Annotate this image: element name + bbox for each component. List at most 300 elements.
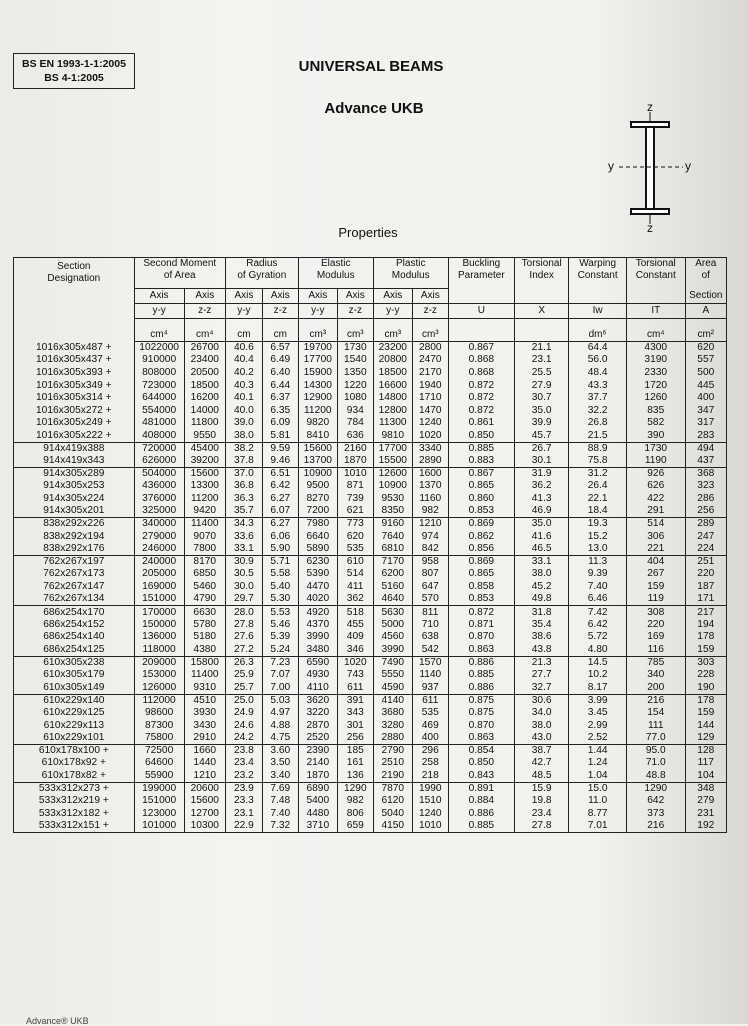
axis-zz: z-z (412, 304, 448, 319)
table-cell: 128 (685, 745, 726, 758)
table-cell: 642 (626, 795, 685, 808)
table-cell: 7.40 (262, 807, 298, 820)
col-header-section (14, 258, 135, 342)
table-cell: 7980 (298, 518, 337, 531)
table-row (14, 455, 727, 468)
axis-yy: y-y (373, 304, 412, 319)
section-designation-cell: 838x292x226 (14, 518, 135, 531)
table-cell: 13.0 (569, 543, 627, 556)
table-row (14, 442, 727, 455)
section-designation-cell: 762x267x173 (14, 568, 135, 581)
table-cell: 1022000 (134, 342, 184, 355)
table-cell: 720000 (134, 442, 184, 455)
section-designation-cell: 838x292x194 (14, 530, 135, 543)
table-cell: 6.49 (262, 354, 298, 367)
table-cell: 40.1 (225, 392, 262, 405)
table-cell: 117 (685, 757, 726, 770)
table-row (14, 342, 727, 355)
table-row (14, 505, 727, 518)
second-moment-line1: Second Moment (143, 258, 217, 269)
table-cell: 23200 (373, 342, 412, 355)
table-cell: 557 (685, 354, 726, 367)
section-designation-cell: 1016x305x272 + (14, 404, 135, 417)
table-cell: 240000 (134, 556, 184, 569)
table-cell: 436000 (134, 480, 184, 493)
table-cell: 31.9 (515, 467, 569, 480)
section-designation-cell: 610x229x113 (14, 719, 135, 732)
symbol-iw: Iw (569, 304, 627, 319)
table-cell: 6630 (184, 606, 225, 619)
table-cell: 75.8 (569, 455, 627, 468)
table-cell: 620 (685, 342, 726, 355)
table-cell: 6.09 (262, 417, 298, 430)
table-cell: 19.3 (569, 518, 627, 531)
table-cell: 626 (626, 480, 685, 493)
section-designation-cell: 610x178x82 + (14, 770, 135, 783)
table-cell: 13700 (298, 455, 337, 468)
table-cell: 1020 (337, 656, 373, 669)
table-cell: 306 (626, 530, 685, 543)
table-cell: 4110 (298, 682, 337, 695)
unit: cm³ (373, 319, 412, 342)
radius-line2: of Gyration (237, 270, 287, 281)
table-cell: 445 (685, 379, 726, 392)
table-cell: 535 (412, 707, 448, 720)
table-cell: 4140 (373, 694, 412, 707)
table-cell: 27.7 (515, 669, 569, 682)
table-row (14, 732, 727, 745)
table-cell: 17700 (298, 354, 337, 367)
table-cell: 835 (626, 404, 685, 417)
unit: cm (225, 319, 262, 342)
axis-yy: y-y (225, 304, 262, 319)
col-header-warping (569, 258, 627, 289)
table-cell: 71.0 (626, 757, 685, 770)
table-cell: 187 (685, 581, 726, 594)
table-cell: 23400 (184, 354, 225, 367)
table-cell: 37.7 (569, 392, 627, 405)
table-row (14, 480, 727, 493)
table-cell: 9820 (298, 417, 337, 430)
table-cell: 611 (412, 694, 448, 707)
table-cell: 72500 (134, 745, 184, 758)
table-cell: 6.42 (569, 619, 627, 632)
table-cell: 30.7 (515, 392, 569, 405)
section-designation-cell: 533x312x182 + (14, 807, 135, 820)
table-cell: 7.32 (262, 820, 298, 833)
table-cell: 4920 (298, 606, 337, 619)
table-row (14, 543, 727, 556)
table-cell: 3930 (184, 707, 225, 720)
unit: cm³ (298, 319, 337, 342)
table-cell: 14.5 (569, 656, 627, 669)
table-cell: 11800 (184, 417, 225, 430)
table-cell: 2880 (373, 732, 412, 745)
table-cell: 23.1 (225, 807, 262, 820)
table-cell: 13300 (184, 480, 225, 493)
table-cell: 437 (685, 455, 726, 468)
col-header-section-line2: Designation (47, 273, 101, 284)
table-cell: 6810 (373, 543, 412, 556)
table-cell: 362 (337, 593, 373, 606)
table-row (14, 417, 727, 430)
table-cell: 10900 (298, 467, 337, 480)
table-cell: 0.872 (448, 392, 514, 405)
table-cell: 23.8 (225, 745, 262, 758)
table-cell: 6.57 (262, 342, 298, 355)
table-cell: 5.03 (262, 694, 298, 707)
table-cell: 88.9 (569, 442, 627, 455)
table-cell: 27.6 (225, 631, 262, 644)
table-cell: 2390 (298, 745, 337, 758)
table-cell: 256 (337, 732, 373, 745)
table-cell: 37.0 (225, 467, 262, 480)
table-cell: 368 (685, 467, 726, 480)
table-cell: 40.6 (225, 342, 262, 355)
section-designation-cell: 914x305x289 (14, 467, 135, 480)
table-row (14, 367, 727, 380)
table-cell: 39.9 (515, 417, 569, 430)
table-cell: 2170 (412, 367, 448, 380)
table-cell: 2800 (412, 342, 448, 355)
table-cell: 6890 (298, 782, 337, 795)
table-cell: 199000 (134, 782, 184, 795)
table-cell: 0.854 (448, 745, 514, 758)
section-designation-cell: 1016x305x437 + (14, 354, 135, 367)
table-cell: 136 (337, 770, 373, 783)
table-cell: 2470 (412, 354, 448, 367)
table-cell: 22.1 (569, 493, 627, 506)
table-cell: 455 (337, 619, 373, 632)
table-cell: 9530 (373, 493, 412, 506)
table-cell: 647 (412, 581, 448, 594)
table-cell: 0.843 (448, 770, 514, 783)
footer-text: Advance® UKB (26, 1016, 89, 1026)
table-row (14, 745, 727, 758)
table-cell: 20600 (184, 782, 225, 795)
table-cell: 3.45 (569, 707, 627, 720)
axis-label: Axis (184, 289, 225, 304)
table-cell: 15.9 (515, 782, 569, 795)
torsional-const-line2: Constant (635, 270, 676, 281)
table-cell: 136000 (134, 631, 184, 644)
table-row (14, 379, 727, 392)
table-cell: 5.30 (262, 593, 298, 606)
table-cell: 48.8 (626, 770, 685, 783)
table-row (14, 707, 727, 720)
table-cell: 11.0 (569, 795, 627, 808)
table-cell: 19.8 (515, 795, 569, 808)
table-cell: 611 (337, 682, 373, 695)
table-cell: 1870 (337, 455, 373, 468)
table-cell: 2140 (298, 757, 337, 770)
table-cell: 0.875 (448, 707, 514, 720)
table-cell: 4.88 (262, 719, 298, 732)
table-cell: 469 (412, 719, 448, 732)
section-designation-cell: 762x267x197 (14, 556, 135, 569)
table-cell: 4560 (373, 631, 412, 644)
table-cell: 15600 (184, 795, 225, 808)
table-cell: 9420 (184, 505, 225, 518)
properties-table-body (14, 342, 727, 833)
table-cell: 25.0 (225, 694, 262, 707)
section-designation-cell: 762x267x134 (14, 593, 135, 606)
table-cell: 554000 (134, 404, 184, 417)
table-cell: 871 (337, 480, 373, 493)
table-cell: 267 (626, 568, 685, 581)
table-cell: 6850 (184, 568, 225, 581)
section-heading: Properties (338, 225, 398, 240)
section-designation-cell: 533x312x151 + (14, 820, 135, 833)
table-cell: 55900 (134, 770, 184, 783)
table-cell: 582 (626, 417, 685, 430)
table-cell: 5.72 (569, 631, 627, 644)
section-designation-cell: 1016x305x487 + (14, 342, 135, 355)
table-cell: 7.01 (569, 820, 627, 833)
table-row (14, 807, 727, 820)
table-cell: 3340 (412, 442, 448, 455)
col-header-torsional-index (515, 258, 569, 289)
table-cell: 784 (337, 417, 373, 430)
table-cell: 3.60 (262, 745, 298, 758)
table-cell: 98600 (134, 707, 184, 720)
table-cell: 390 (626, 430, 685, 443)
table-cell: 159 (685, 644, 726, 657)
table-cell: 1020 (412, 430, 448, 443)
properties-table (13, 257, 727, 833)
table-cell: 982 (412, 505, 448, 518)
table-cell: 23.9 (225, 782, 262, 795)
section-designation-cell: 610x229x125 (14, 707, 135, 720)
table-row (14, 782, 727, 795)
table-cell: 5.40 (262, 581, 298, 594)
table-cell: 1870 (298, 770, 337, 783)
section-designation-cell: 610x229x140 (14, 694, 135, 707)
table-cell: 4510 (184, 694, 225, 707)
symbol-u: U (448, 304, 514, 319)
table-cell: 35.0 (515, 518, 569, 531)
table-cell: 36.2 (515, 480, 569, 493)
table-cell: 35.4 (515, 619, 569, 632)
table-cell: 0.885 (448, 820, 514, 833)
table-cell: 610 (337, 556, 373, 569)
table-cell: 20800 (373, 354, 412, 367)
axis-label: Axis (262, 289, 298, 304)
table-cell: 289 (685, 518, 726, 531)
table-cell: 4380 (184, 644, 225, 657)
table-cell: 12900 (298, 392, 337, 405)
table-cell: 343 (337, 707, 373, 720)
table-cell: 9160 (373, 518, 412, 531)
table-cell: 811 (412, 606, 448, 619)
table-row (14, 493, 727, 506)
table-cell: 23.3 (225, 795, 262, 808)
table-cell: 0.858 (448, 581, 514, 594)
table-cell: 2160 (337, 442, 373, 455)
table-cell: 0.853 (448, 593, 514, 606)
unit: cm⁴ (184, 319, 225, 342)
table-cell: 40.2 (225, 367, 262, 380)
table-cell: 279000 (134, 530, 184, 543)
table-cell: 11300 (373, 417, 412, 430)
table-cell: 30.9 (225, 556, 262, 569)
table-cell: 2330 (626, 367, 685, 380)
section-designation-cell: 686x254x152 (14, 619, 135, 632)
table-cell: 221 (626, 543, 685, 556)
axis-label: Axis (412, 289, 448, 304)
table-cell: 0.886 (448, 807, 514, 820)
table-cell: 934 (337, 404, 373, 417)
table-cell: 0.872 (448, 606, 514, 619)
table-cell: 5180 (184, 631, 225, 644)
table-cell: 5550 (373, 669, 412, 682)
table-cell: 46.5 (515, 543, 569, 556)
table-cell: 12700 (184, 807, 225, 820)
table-row (14, 669, 727, 682)
table-cell: 24.2 (225, 732, 262, 745)
table-cell: 4370 (298, 619, 337, 632)
standard-line-1: BS EN 1993-1-1:2005 (22, 58, 126, 70)
table-cell: 636 (337, 430, 373, 443)
table-cell: 340000 (134, 518, 184, 531)
table-cell: 1210 (184, 770, 225, 783)
table-cell: 3280 (373, 719, 412, 732)
table-cell: 48.4 (569, 367, 627, 380)
table-cell: 5.58 (262, 568, 298, 581)
table-cell: 958 (412, 556, 448, 569)
page-subtitle: Advance UKB (324, 100, 424, 117)
table-cell: 2910 (184, 732, 225, 745)
table-cell: 38.0 (225, 430, 262, 443)
table-cell: 64600 (134, 757, 184, 770)
symbol-x: X (515, 304, 569, 319)
table-cell: 7.00 (262, 682, 298, 695)
table-cell: 39.0 (225, 417, 262, 430)
table-row (14, 795, 727, 808)
table-cell: 3710 (298, 820, 337, 833)
table-cell: 185 (337, 745, 373, 758)
table-cell: 0.867 (448, 342, 514, 355)
table-cell: 1570 (412, 656, 448, 669)
table-cell: 161 (337, 757, 373, 770)
table-cell: 626000 (134, 455, 184, 468)
table-cell: 373 (626, 807, 685, 820)
table-cell: 144 (685, 719, 726, 732)
table-cell: 6.37 (262, 392, 298, 405)
section-designation-cell: 838x292x176 (14, 543, 135, 556)
torsional-const-line1: Torsional (635, 258, 676, 269)
table-cell: 30.0 (225, 581, 262, 594)
table-cell: 5.53 (262, 606, 298, 619)
table-cell: 30.1 (515, 455, 569, 468)
table-cell: 38.6 (515, 631, 569, 644)
table-cell: 2510 (373, 757, 412, 770)
y-axis-left-label: y (608, 159, 614, 173)
table-cell: 38.0 (515, 719, 569, 732)
table-cell: 38.2 (225, 442, 262, 455)
table-cell: 1710 (412, 392, 448, 405)
table-cell: 22.9 (225, 820, 262, 833)
table-cell: 743 (337, 669, 373, 682)
table-cell: 807 (412, 568, 448, 581)
table-cell: 150000 (134, 619, 184, 632)
table-cell: 4.80 (569, 644, 627, 657)
table-cell: 408000 (134, 430, 184, 443)
col-header-second-moment (134, 258, 225, 289)
table-cell: 0.871 (448, 619, 514, 632)
table-cell: 11400 (184, 669, 225, 682)
table-cell: 5630 (373, 606, 412, 619)
table-cell: 5.71 (262, 556, 298, 569)
area-line2: of (701, 270, 710, 281)
section-designation-cell: 1016x305x249 + (14, 417, 135, 430)
table-cell: 190 (685, 682, 726, 695)
table-cell: 8.17 (569, 682, 627, 695)
table-cell: 404 (626, 556, 685, 569)
table-cell: 5040 (373, 807, 412, 820)
table-cell: 23.2 (225, 770, 262, 783)
section-designation-cell: 610x305x238 (14, 656, 135, 669)
table-cell: 37.8 (225, 455, 262, 468)
table-cell: 5.81 (262, 430, 298, 443)
table-cell: 159 (685, 707, 726, 720)
table-cell: 5.46 (262, 619, 298, 632)
table-cell: 10900 (373, 480, 412, 493)
table-cell: 6.27 (262, 518, 298, 531)
table-cell: 126000 (134, 682, 184, 695)
table-cell: 279 (685, 795, 726, 808)
table-cell: 36.8 (225, 480, 262, 493)
table-row (14, 631, 727, 644)
table-cell: 15.2 (569, 530, 627, 543)
table-cell: 1290 (337, 782, 373, 795)
table-cell: 5400 (298, 795, 337, 808)
table-cell: 9.59 (262, 442, 298, 455)
table-cell: 34.3 (225, 518, 262, 531)
unit: cm (262, 319, 298, 342)
table-cell: 0.885 (448, 669, 514, 682)
axis-zz: z-z (184, 304, 225, 319)
col-header-elastic (298, 258, 373, 289)
section-designation-cell: 686x254x140 (14, 631, 135, 644)
axis-zz: z-z (337, 304, 373, 319)
torsional-index-line2: Index (529, 270, 554, 281)
i-beam-section-diagram (605, 100, 695, 240)
table-row (14, 619, 727, 632)
table-cell: 25.7 (225, 682, 262, 695)
table-cell: 1260 (626, 392, 685, 405)
table-cell: 0.869 (448, 518, 514, 531)
table-cell: 151000 (134, 795, 184, 808)
table-cell: 64.4 (569, 342, 627, 355)
table-cell: 4590 (373, 682, 412, 695)
table-cell: 171 (685, 593, 726, 606)
table-cell: 1.44 (569, 745, 627, 758)
table-cell: 291 (626, 505, 685, 518)
warping-line1: Warping (579, 258, 617, 269)
table-cell: 1290 (626, 782, 685, 795)
table-cell: 16200 (184, 392, 225, 405)
table-cell: 23.4 (225, 757, 262, 770)
table-cell: 1010 (412, 820, 448, 833)
table-cell: 504000 (134, 467, 184, 480)
table-cell: 7.69 (262, 782, 298, 795)
table-cell: 251 (685, 556, 726, 569)
table-cell: 6.46 (569, 593, 627, 606)
area-line1: Area (695, 258, 717, 269)
table-cell: 1470 (412, 404, 448, 417)
table-cell: 21.1 (515, 342, 569, 355)
